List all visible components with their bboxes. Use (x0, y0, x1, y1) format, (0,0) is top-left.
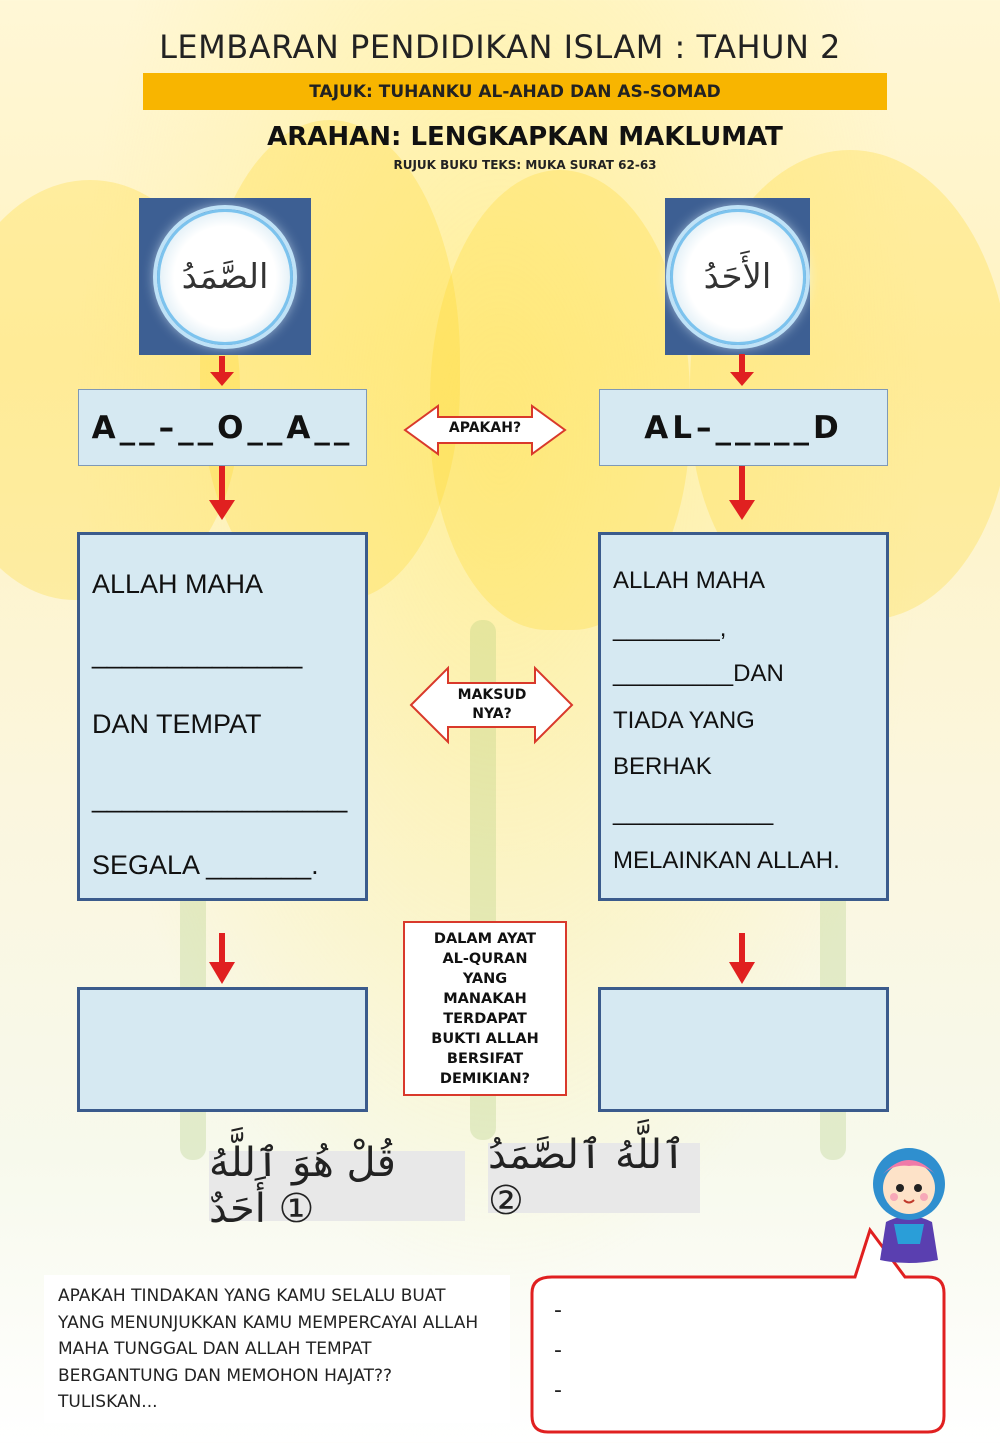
girl-character-icon (864, 1140, 954, 1265)
arrow-down-icon (730, 354, 754, 386)
meaning-blank: ________, (613, 615, 727, 642)
meaning-line: MELAINKAN ALLAH. (613, 847, 840, 874)
meaning-line: DAN TEMPAT (92, 709, 262, 739)
answer-dash[interactable]: - (554, 1378, 562, 1403)
meaning-line: BERHAK (613, 753, 712, 780)
verse-as-somad: ٱللَّهُ ٱلصَّمَدُ ② (488, 1143, 700, 1213)
page-title: LEMBARAN PENDIDIKAN ISLAM : TAHUN 2 (159, 28, 841, 66)
textbook-reference: RUJUK BUKU TEKS: MUKA SURAT 62-63 (393, 158, 657, 172)
quran-question-box (403, 921, 567, 1096)
al-ahad-verse-answer-box[interactable] (598, 987, 889, 1112)
arrow-down-icon (729, 466, 755, 520)
meaning-line: TIADA YANG (613, 707, 755, 734)
reflection-question: APAKAH TINDAKAN YANG KAMU SELALU BUAT YANG MENUNJUKKAN KAMU MEMPERCAYAI ALLAH MAHA TUNGGAL DAN ALLAH TEMPAT BERGANTUNG DAN MEMOHON HAJAT?? TULISKAN... (44, 1275, 510, 1423)
topic-banner: TAJUK: TUHANKU AL-AHAD DAN AS-SOMAD (143, 73, 887, 110)
meaning-line: SEGALA _______. (92, 850, 319, 880)
arrow-down-icon (729, 933, 755, 984)
arrow-down-icon (210, 356, 234, 386)
as-somad-spelling: A__–__O__A__ (91, 409, 354, 446)
apakah-label: APAKAH? (448, 420, 522, 436)
al-ahad-meaning-box[interactable] (598, 532, 889, 901)
as-somad-spelling-box[interactable] (78, 389, 367, 466)
quran-question-text: DALAM AYAT AL-QURAN YANG MANAKAH TERDAPAT BUKTI ALLAH BERSIFAT DEMIKIAN? (431, 930, 539, 1087)
al-ahad-spelling-box[interactable] (599, 389, 888, 466)
meaning-blank: ____________ (613, 799, 774, 826)
answer-dash[interactable]: - (554, 1298, 562, 1323)
meaning-blank: ______________ (92, 639, 303, 669)
answer-dash[interactable]: - (554, 1338, 562, 1363)
arrow-down-icon (209, 933, 235, 984)
meaning-blank: _________DAN (613, 660, 784, 687)
meaning-line: ALLAH MAHA (613, 567, 766, 594)
as-somad-arabic: الصَّمَدُ (157, 209, 293, 345)
as-somad-meaning-box[interactable] (77, 532, 368, 901)
meaning-line: ALLAH MAHA (92, 569, 264, 599)
as-somad-verse-answer-box[interactable] (77, 987, 368, 1112)
al-ahad-arabic: الأَحَدُ (670, 209, 806, 345)
maksud-label: MAKSUD NYA? (457, 687, 527, 722)
al-ahad-spelling: AL–_____D (644, 409, 843, 446)
meaning-blank: _________________ (92, 783, 348, 813)
arrow-down-icon (209, 466, 235, 520)
verse-al-ahad: قُلْ هُوَ ٱللَّهُ أَحَدٌ ① (209, 1151, 465, 1221)
instruction-heading: ARAHAN: LENGKAPKAN MAKLUMAT (267, 122, 783, 152)
